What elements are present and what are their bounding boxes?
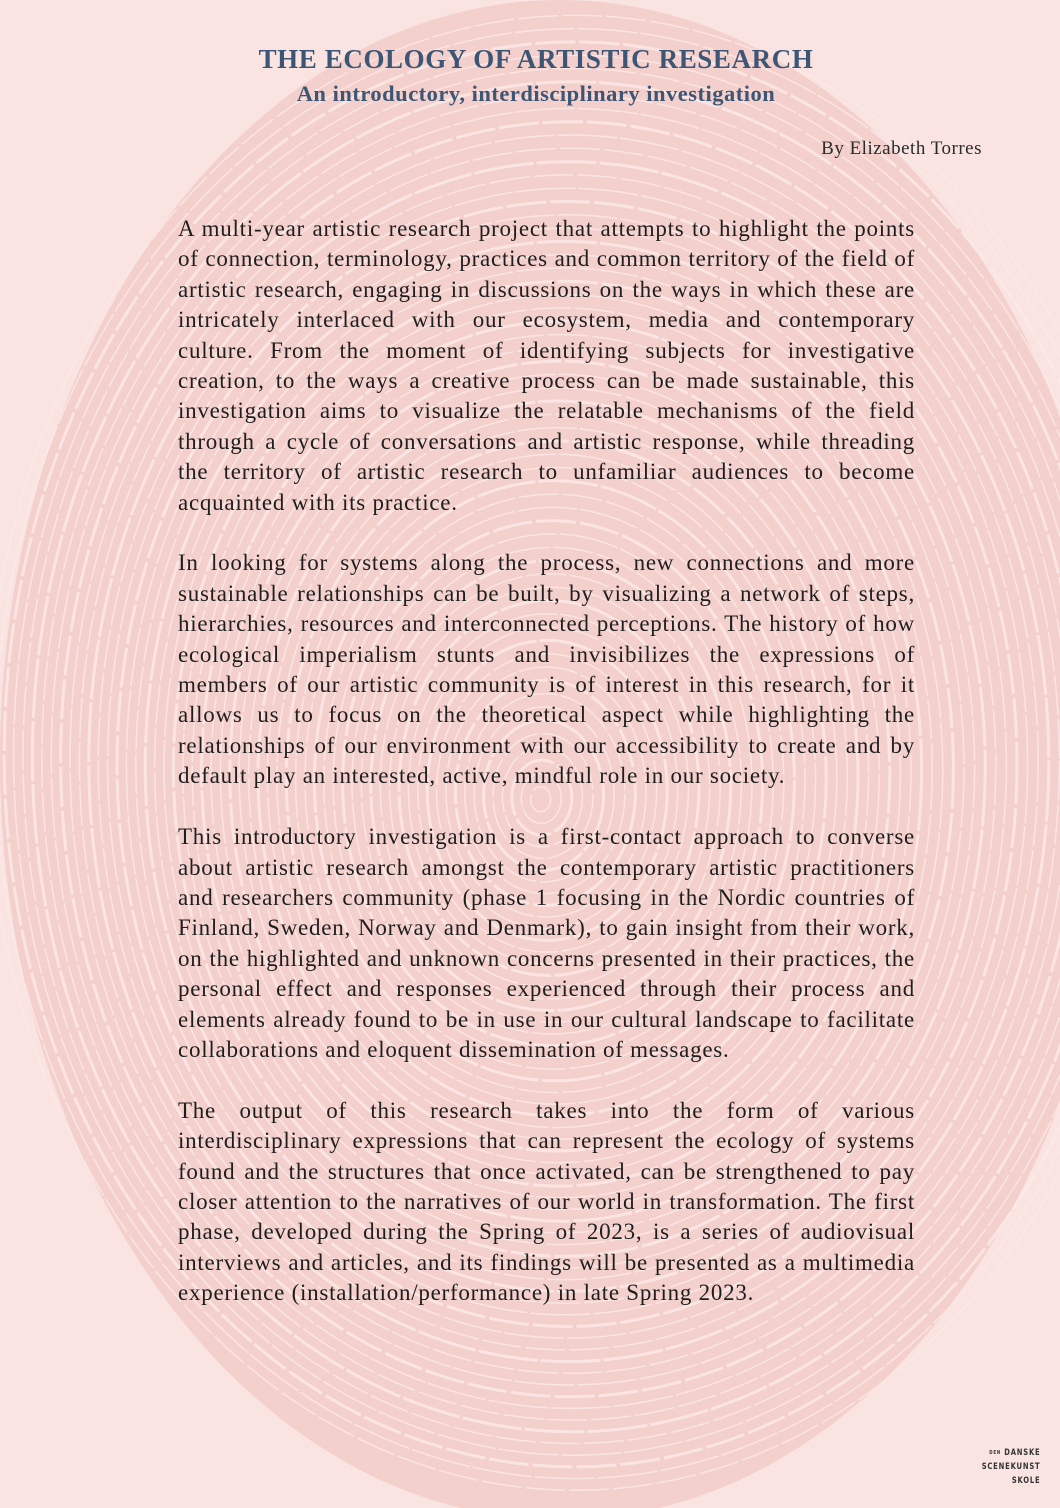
page-subtitle: An introductory, interdisciplinary investigation bbox=[296, 81, 776, 106]
page-title: THE ECOLOGY OF ARTISTIC RESEARCH bbox=[258, 44, 814, 74]
paragraph: This introductory investigation is a first-contact approach to converse about artistic research amongst the contemporary artistic practitioners and researchers community (phase 1 focusing in the Nordic countries of Finland, Sweden, Norway and Denmark), to gain insight from their work, on the highlighted and unknown concerns presented in their practices, the personal effect and responses experienced through their process and elements already found to be in use in our cultural landscape to facilitate collaborations and eloquent dissemination of messages. bbox=[178, 824, 915, 1062]
paragraph: The output of this research takes into the form of various interdisciplinary expressions that can represent the ecology of systems found and the structures that once activated, can be strengthened to pay closer attention to the narratives of our world in transformation. The first phase, developed during the Spring of 2023, is a series of audiovisual interviews and articles, and its findings will be presented as a multimedia experience (installation/performance) in late Spring 2023. bbox=[178, 1097, 915, 1306]
author-byline: By Elizabeth Torres bbox=[821, 138, 982, 159]
paragraph: A multi-year artistic research project that attempts to highlight the points of connection, terminology, practices and common territory of the field of artistic research, engaging in discussions on the ways in which these are intricately interlaced with our ecosystem, media and contemporary culture. From the moment of identifying subjects for investigative creation, to the ways a creative process can be made sustainable, this investigation aims to visualize the relatable mechanisms of the field through a cycle of conversations and artistic response, while threading the territory of artistic research to unfamiliar audiences to become acquainted with its practice. bbox=[178, 216, 915, 515]
body-text bbox=[178, 214, 915, 1339]
paragraph: In looking for systems along the process, new connections and more sustainable relationships can be built, by visualizing a network of steps, hierarchies, resources and interconnected perceptions. The history of how ecological imperialism stunts and invisibilizes the expressions of members of our artistic community is of interest in this research, for it allows us to focus on the theoretical aspect while highlighting the relationships of our environment with our accessibility to create and by default play an interested, active, mindful role in our society. bbox=[178, 550, 915, 789]
school-logo: $^{DEN}$ DANSKE SCENEKUNST SKOLE bbox=[981, 1448, 1040, 1486]
